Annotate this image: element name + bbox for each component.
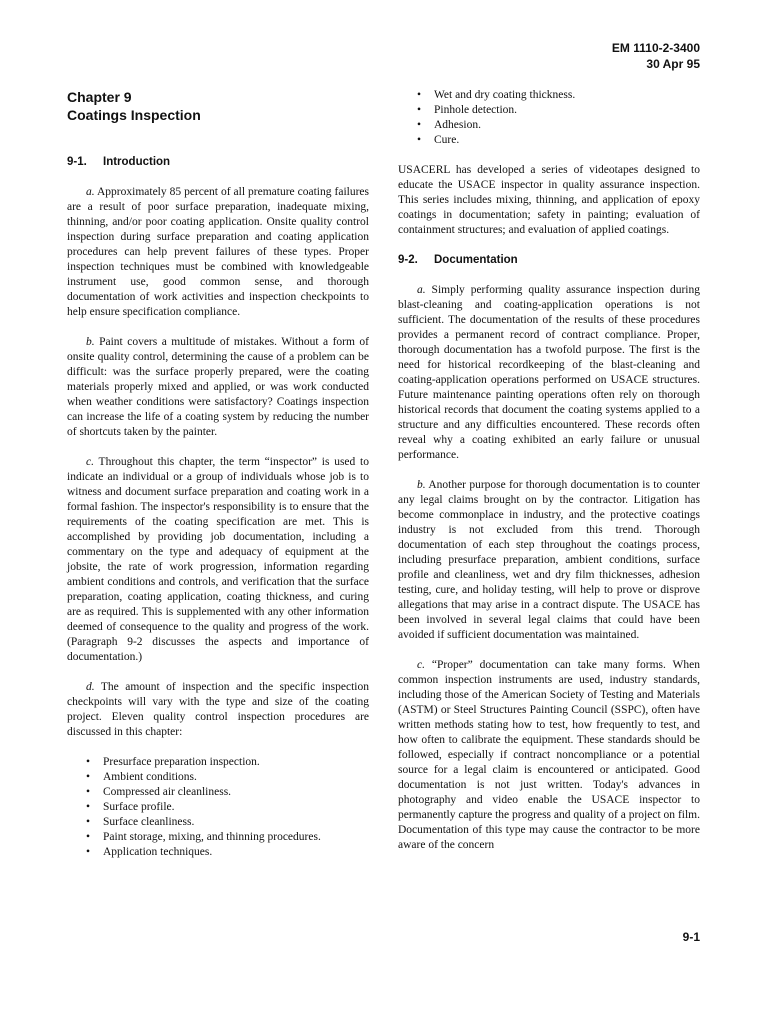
section-title: Documentation bbox=[434, 254, 518, 266]
paragraph-letter: c. bbox=[417, 659, 425, 671]
paragraph-2a bbox=[398, 283, 700, 463]
section-number: 9-1. bbox=[67, 156, 87, 168]
list-item: • Surface profile. bbox=[67, 800, 369, 815]
doc-number: EM 1110-2-3400 bbox=[611, 41, 700, 55]
paragraph-letter: b. bbox=[86, 336, 95, 348]
doc-date: 30 Apr 95 bbox=[646, 57, 700, 71]
paragraph-2c bbox=[398, 658, 700, 853]
list-item: • Adhesion. bbox=[398, 118, 700, 133]
paragraph-letter: c. bbox=[86, 456, 94, 468]
list-item: • Pinhole detection. bbox=[398, 103, 700, 118]
list-item: • Wet and dry coating thickness. bbox=[398, 88, 700, 103]
section-number: 9-2. bbox=[398, 254, 418, 266]
paragraph-1c bbox=[67, 455, 369, 665]
list-item: • Ambient conditions. bbox=[67, 770, 369, 785]
paragraph-usacerl: USACERL has developed a series of videotapes designed to educate the USACE inspector in quality assurance inspection. This series includes mixing, thinning, and application of epoxy coatings in documentation; safety in painting; evaluation of containment structures; and evaluation of applied coatings. bbox=[398, 164, 700, 236]
page-number: 9-1 bbox=[682, 930, 700, 944]
left-column bbox=[67, 88, 369, 875]
section-heading-documentation bbox=[398, 253, 700, 268]
list-item: • Compressed air cleanliness. bbox=[67, 785, 369, 800]
paragraph-text: Throughout this chapter, the term “inspector” is used to indicate an individual or a group of individuals whose job is to witness and document surface preparation and coating work in a formal fashion. The inspector's responsibility is to ensure that the requirements of the coating specification are met. This is accomplished by providing job documentation, including a commentary on the type and adequacy of equipment at the jobsite, the rate of work progression, information regarding ambient conditions and controls, and verification that the surface preparation, coating application, coating thickness, and curing are as required. This is supplemented with any other information deemed of consequence to the quality and progress of the work. (Paragraph 9-2 discusses the aspects and importance of documentation.) bbox=[67, 456, 369, 663]
list-item: • Surface cleanliness. bbox=[67, 815, 369, 830]
right-column bbox=[398, 88, 700, 868]
inspection-procedures-list bbox=[67, 755, 369, 860]
chapter-number: Chapter 9 bbox=[67, 89, 132, 105]
paragraph-text: The amount of inspection and the specific inspection checkpoints will vary with the type and size of the coating project. Eleven quality control inspection procedures are discussed in this chapter: bbox=[67, 681, 370, 738]
paragraph-text: Paint covers a multitude of mistakes. Without a form of onsite quality control, determining the cause of a problem can be difficult: was the surface properly prepared, were the coating materials properly mixed and applied, or was work conducted when weather conditions were satisfactory? Coatings inspection can increase the life of a coating system by reducing the number of shortcuts taken by the painter. bbox=[67, 336, 369, 438]
list-item: • Cure. bbox=[398, 133, 700, 148]
paragraph-text: Approximately 85 percent of all premature coating failures are a result of poor surface preparation, inadequate mixing, thinning, and/or poor coating application. Onsite quality control inspection during surface preparation and coating application procedures can help prevent failures of these types. Proper inspection techniques must be combined with knowledgeable instrument use, good common sense, and thorough documentation of work activities and inspection checkpoints to help ensure specification compliance. bbox=[67, 186, 369, 318]
paragraph-1d bbox=[67, 680, 369, 740]
chapter-heading bbox=[67, 88, 369, 124]
paragraph-1b bbox=[67, 335, 369, 440]
section-heading-introduction bbox=[67, 155, 369, 170]
paragraph-1a bbox=[67, 185, 369, 320]
paragraph-letter: a. bbox=[86, 186, 95, 198]
section-title: Introduction bbox=[103, 156, 171, 168]
paragraph-text: “Proper” documentation can take many forms. When common inspection instruments are used, industry standards, including those of the American Society of Testing and Materials (ASTM) or Steel Structures Painting Council (SSPC), often have written methods stating how to test, how frequently to test, and how often to calibrate the equipment. These standards should be followed, especially if contract noncompliance or a potential source for a legal claim is encountered or anticipated. Good documentation is not just written. Today's advances in photography and video enable the USACE inspector to permanently capture the progress and quality of a project on film. Documentation of this type may cause the contractor to be more aware of the concern bbox=[398, 659, 701, 851]
paragraph-text: Simply performing quality assurance inspection during blast-cleaning and coating-application operations is not sufficient. The documentation of the results of these procedures provides a permanent record of contract compliance. Proper, thorough documentation has a twofold purpose. The first is the need for historical recordkeeping of the blast-cleaning and coating-application operations performed on USACE structures. Future maintenance painting operations often rely on thorough historical records that document the coating systems applied to a structure and any difficulties encountered. These records often reveal why a coating exhibited an early failure or unusual performance. bbox=[398, 284, 700, 461]
running-header bbox=[612, 40, 700, 72]
paragraph-letter: d. bbox=[86, 681, 95, 693]
inspection-procedures-list-continued bbox=[398, 88, 700, 148]
paragraph-2b bbox=[398, 478, 700, 643]
list-item: • Application techniques. bbox=[67, 845, 369, 860]
list-item: • Paint storage, mixing, and thinning procedures. bbox=[67, 830, 369, 845]
paragraph-letter: b. bbox=[417, 479, 426, 491]
list-item: • Presurface preparation inspection. bbox=[67, 755, 369, 770]
chapter-title: Coatings Inspection bbox=[67, 107, 201, 123]
paragraph-letter: a. bbox=[417, 284, 426, 296]
paragraph-text: Another purpose for thorough documentation is to counter any legal claims brought on by the contractor. Litigation has become commonplace in industry, and the protective coatings industry is not excluded from this trend. Thorough documentation of each step throughout the coatings process, including presurface preparation, ambient conditions, surface profile and cleanliness, wet and dry film thicknesses, adhesion testing, cure, and holiday testing, will help to prove or disprove allegations that may arise in a contract dispute. The USACE has been involved in several legal claims that could have been avoided if sufficient documentation was maintained. bbox=[398, 479, 700, 641]
